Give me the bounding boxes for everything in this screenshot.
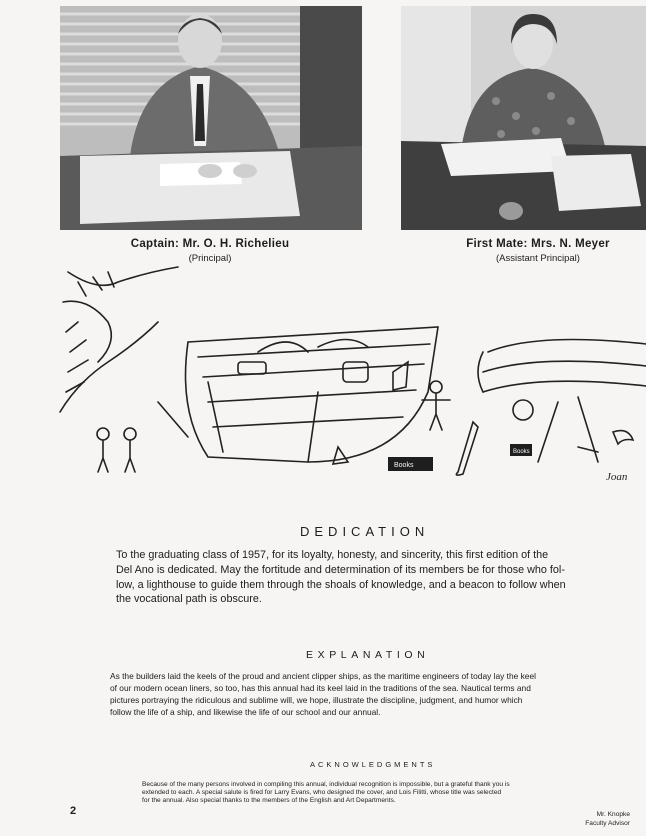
assistant-principal-photo	[401, 6, 646, 230]
artist-signature: Joan	[606, 471, 628, 483]
explanation-line: pictures portraying the ridiculous and sublime will, we hope, illustrate the discipline, judgment, and humor which	[110, 695, 523, 705]
principal-name: Captain: Mr. O. H. Richelieu	[130, 238, 290, 250]
acknowledgments-line: Because of the many persons involved in compiling this annual, individual recognition is impossible, but a grateful thank you is	[142, 781, 510, 788]
acknowledgments-heading: ACKNOWLEDGMENTS	[310, 760, 436, 769]
dedication-heading: DEDICATION	[300, 524, 430, 539]
explanation-line: As the builders laid the keels of the proud and ancient clipper ships, as the maritime engineers of today lay the keel	[110, 671, 536, 681]
explanation-heading: EXPLANATION	[306, 649, 430, 661]
dedication-line: To the graduating class of 1957, for its loyalty, honesty, and sincerity, this first edition of the	[116, 549, 549, 561]
principal-role: (Principal)	[188, 253, 232, 264]
dedication-line: the vocational path is obscure.	[116, 593, 262, 605]
page-number: 2	[70, 805, 77, 817]
explanation-line: of our modern ocean liners, so too, has this annual had its keel laid in the traditions of the sea. Nautical terms and	[110, 683, 531, 693]
illustration-box-label-2: Books	[513, 449, 530, 455]
assistant-principal-role: (Assistant Principal)	[496, 253, 580, 264]
principal-caption	[100, 238, 320, 264]
ship-building-illustration	[58, 262, 646, 502]
assistant-principal-name: First Mate: Mrs. N. Meyer	[466, 238, 610, 250]
explanation-line: follow the life of a ship, and likewise the life of our school and our annual.	[110, 707, 381, 717]
assistant-principal-caption	[430, 238, 646, 264]
acknowledgments-line: extended to each. A special salute is fired for Larry Evans, who designed the cover, and Lois Filitti, whose title was selected	[142, 789, 502, 796]
advisor-title: Faculty Advisor	[585, 820, 630, 827]
principal-photo	[60, 6, 362, 230]
dedication-line: low, a lighthouse to guide them through the shoals of knowledge, and a beacon to follow when	[116, 579, 566, 591]
advisor-name: Mr. Knopke	[596, 811, 630, 818]
dedication-line: Del Ano is dedicated. May the fortitude and determination of its members be for those who fol-	[116, 564, 565, 576]
faculty-advisor-signature	[585, 810, 630, 828]
illustration-box-label: Books	[394, 462, 414, 469]
acknowledgments-line: for the annual. Also special thanks to the members of the English and Art Departments.	[142, 797, 396, 804]
